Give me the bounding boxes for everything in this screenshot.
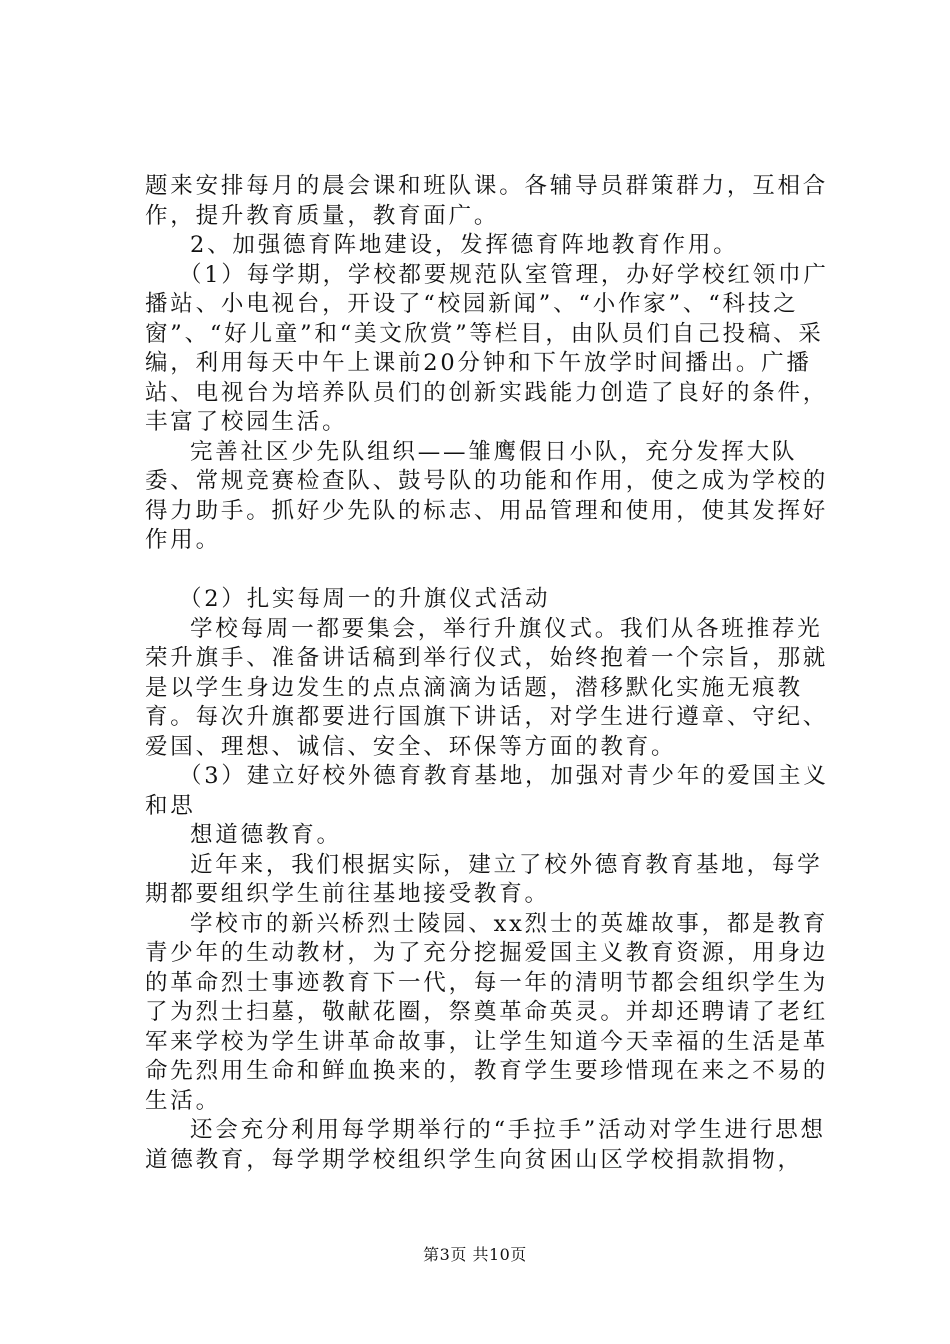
section-heading-2: 2、加强德育阵地建设，发挥德育阵地教育作用。 — [190, 232, 739, 258]
page-number-footer: 第3页 共10页 — [423, 1245, 527, 1264]
subheading-item-3: （3）建立好校外德育教育基地，加强对青少年的爱国主义和思 — [145, 763, 829, 819]
paragraph-flag-ceremony: 学校每周一都要集会，举行升旗仪式。我们从各班推荐光荣升旗手、准备讲话稿到举行仪式，始终抱着一个宗旨，那就是以学生身边发生的点点滴滴为话题，潜移默化实施无痕教育。每次升旗都要进行国旗下讲话，对学生进行遵章、守纪、爱国、理想、诚信、安全、环保等方面的教育。 — [145, 615, 829, 760]
paragraph-continuation: 题来安排每月的晨会课和班队课。各辅导员群策群力，互相合作，提升教育质量，教育面广。 — [145, 173, 829, 229]
paragraph-item-1: （1）每学期，学校都要规范队室管理，办好学校红领巾广播站、小电视台，开设了“校园新闻”、“小作家”、“科技之窗”、“好儿童”和“美文欣赏”等栏目，由队员们自己投稿、采编，利用每天中午上课前20分钟和下午放学时间播出。广播站、电视台为培养队员们的创新实践能力创造了良好的条件，丰富了校园生活。 — [145, 261, 829, 435]
paragraph-martyrs-cemetery: 学校市的新兴桥烈士陵园、xx烈士的英雄故事，都是教育青少年的生动教材，为了充分挖掘爱国主义教育资源，用身边的革命烈士事迹教育下一代，每一年的清明节都会组织学生为了为烈士扫墓，敬献花圈，祭奠革命英灵。并却还聘请了老红军来学校为学生讲革命故事，让学生知道今天幸福的生活是革命先烈用生命和鲜血换来的，教育学生要珍惜现在来之不易的生活。 — [145, 910, 829, 1114]
paragraph-community-team: 完善社区少先队组织——雏鹰假日小队，充分发挥大队委、常规竞赛检查队、鼓号队的功能和作用，使之成为学校的得力助手。抓好少先队的标志、用品管理和使用，使其发挥好作用。 — [145, 438, 829, 553]
document-body — [145, 172, 845, 1175]
subheading-item-2: （2）扎实每周一的升旗仪式活动 — [179, 586, 551, 612]
paragraph-heading-continuation: 想道德教育。 — [190, 822, 342, 848]
paragraph-gap — [145, 556, 845, 586]
paragraph-education-base: 近年来，我们根据实际，建立了校外德育教育基地，每学期都要组织学生前往基地接受教育。 — [145, 851, 823, 907]
paragraph-hand-in-hand: 还会充分利用每学期举行的“手拉手”活动对学生进行思想道德教育，每学期学校组织学生向贫困山区学校捐款捐物， — [145, 1117, 826, 1173]
